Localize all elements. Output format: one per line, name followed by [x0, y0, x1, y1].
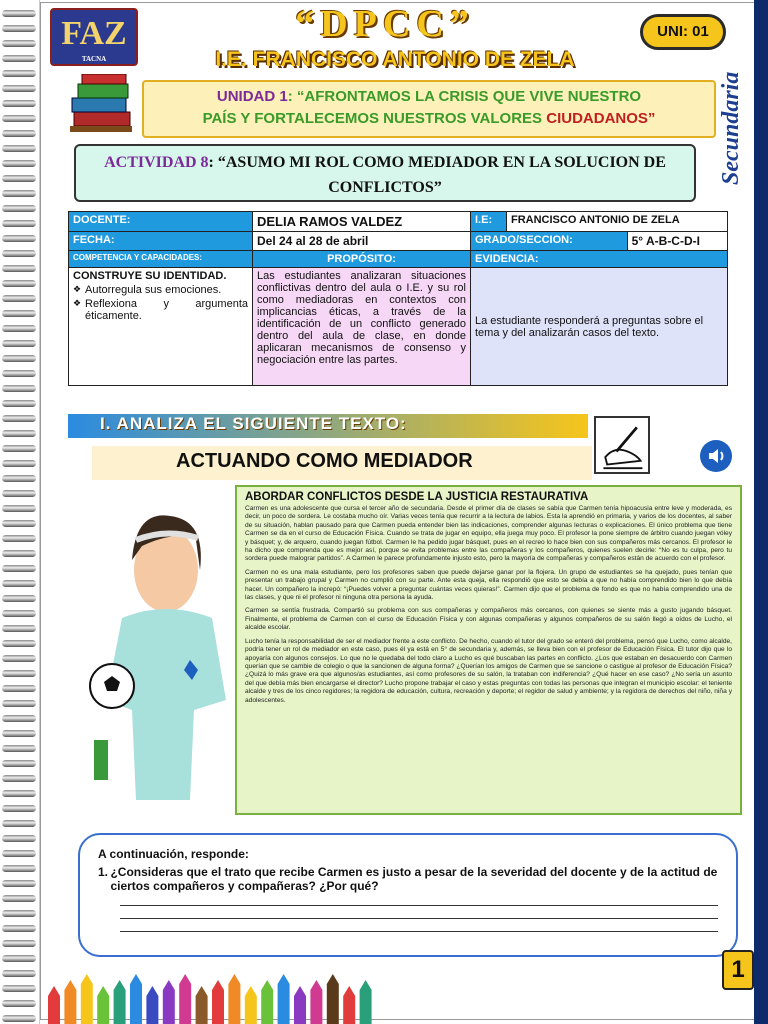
- proposito-label: PROPÓSITO:: [253, 251, 471, 268]
- spiral-ring: [2, 760, 36, 767]
- spiral-ring: [2, 535, 36, 542]
- pencil: [310, 980, 322, 1024]
- ie-label: I.E:: [471, 212, 507, 232]
- spiral-ring: [2, 370, 36, 377]
- spiral-ring: [2, 835, 36, 842]
- ie-value: FRANCISCO ANTONIO DE ZELA: [507, 212, 728, 232]
- pencil: [48, 986, 60, 1024]
- spiral-ring: [2, 220, 36, 227]
- speaker-icon[interactable]: [700, 440, 732, 472]
- spiral-binding: [0, 0, 40, 1024]
- question-text: ¿Consideras que el trato que recibe Carmen es justo a pesar de la severidad del docente y de la actitud de ciertos compañeros y compañeras? ¿Por qué?: [110, 865, 718, 893]
- pencil: [228, 974, 240, 1024]
- spiral-ring: [2, 505, 36, 512]
- spiral-ring: [2, 865, 36, 872]
- spiral-ring: [2, 520, 36, 527]
- pencil: [245, 986, 257, 1024]
- spiral-ring: [2, 790, 36, 797]
- spiral-ring: [2, 55, 36, 62]
- proposito-text: Las estudiantes analizaran situaciones conflictivas dentro del aula o I.E. y su rol como mediadoras en contextos con implicancias éticas, a través de la identificación de un conflicto generado dentro del aula de clase, en donde aplicaran mecanismos de consenso y negociación entre las partes.: [253, 268, 471, 386]
- spiral-ring: [2, 430, 36, 437]
- spiral-ring: [2, 925, 36, 932]
- spiral-ring: [2, 745, 36, 752]
- pencil: [163, 980, 175, 1024]
- competencia-cell: [69, 268, 253, 386]
- spiral-ring: [2, 895, 36, 902]
- spiral-ring: [2, 205, 36, 212]
- pencil: [360, 980, 372, 1024]
- school-name: I.E. FRANCISCO ANTONIO DE ZELA: [215, 48, 575, 71]
- spiral-ring: [2, 460, 36, 467]
- right-band: [754, 0, 768, 1024]
- spiral-ring: [2, 490, 36, 497]
- spiral-ring: [2, 670, 36, 677]
- spiral-ring: [2, 250, 36, 257]
- competencia-title: CONSTRUYE SU IDENTIDAD.: [73, 270, 227, 282]
- spiral-ring: [2, 385, 36, 392]
- spiral-ring: [2, 325, 36, 332]
- grado-value: 5° A-B-C-D-I: [627, 232, 727, 251]
- spiral-ring: [2, 940, 36, 947]
- spiral-ring: [2, 85, 36, 92]
- spiral-ring: [2, 415, 36, 422]
- evidencia-text: La estudiante responderá a preguntas sobre el tema y del analizarán casos del texto.: [471, 268, 728, 386]
- reading-paragraph: Carmen se sentía frustrada. Compartió su problema con sus compañeras y compañeros más cercanos, con quienes se siente más a gusto jugando básquet. Finalmente, el problema de Carmen con el curso de Educación Física y con algunas compañeras y algunos compañeros de su salón llegó a oídos de Lucho, el alcalde escolar.: [245, 607, 732, 632]
- pencil: [327, 974, 339, 1024]
- secundaria-label: [712, 60, 752, 190]
- capacidad-item: ❖ Autorregula sus emociones.: [73, 284, 248, 296]
- section-title: I. ANALIZA EL SIGUIENTE TEXTO:: [100, 414, 407, 433]
- spiral-ring: [2, 10, 36, 17]
- pencil: [212, 980, 224, 1024]
- spiral-ring: [2, 265, 36, 272]
- pencil: [130, 974, 142, 1024]
- spiral-ring: [2, 475, 36, 482]
- spiral-ring: [2, 700, 36, 707]
- spiral-ring: [2, 310, 36, 317]
- pencil: [146, 986, 158, 1024]
- spiral-ring: [2, 1015, 36, 1022]
- spiral-ring: [2, 1000, 36, 1007]
- spiral-ring: [2, 580, 36, 587]
- colored-pencils-decoration: [44, 964, 376, 1024]
- spiral-ring: [2, 775, 36, 782]
- competencia-label: COMPETENCIA Y CAPACIDADES:: [69, 251, 253, 268]
- docente-value: DELIA RAMOS VALDEZ: [253, 212, 471, 232]
- spiral-ring: [2, 640, 36, 647]
- pencil: [343, 986, 355, 1024]
- spiral-ring: [2, 355, 36, 362]
- spiral-ring: [2, 625, 36, 632]
- activity-title: : “ASUMO MI ROL COMO MEDIADOR EN LA SOLUCION DE CONFLICTOS”: [208, 154, 666, 196]
- pencil: [196, 986, 208, 1024]
- spiral-ring: [2, 100, 36, 107]
- docente-label: DOCENTE:: [69, 212, 253, 232]
- pencil: [64, 980, 76, 1024]
- grado-label: GRADO/SECCION:: [471, 232, 628, 251]
- spiral-ring: [2, 970, 36, 977]
- unit-label: UNIDAD 1: [216, 88, 288, 105]
- spiral-ring: [2, 280, 36, 287]
- spiral-ring: [2, 25, 36, 32]
- answer-line[interactable]: [120, 918, 718, 919]
- spiral-ring: [2, 955, 36, 962]
- course-title: “DPCC”: [295, 3, 475, 45]
- spiral-ring: [2, 175, 36, 182]
- spiral-ring: [2, 70, 36, 77]
- spiral-ring: [2, 655, 36, 662]
- logo-subtext: TACNA: [81, 55, 107, 63]
- unit-title-1: : “AFRONTAMOS LA CRISIS QUE VIVE NUESTRO: [287, 88, 642, 105]
- unit-title-3: CIUDADANOS”: [546, 110, 656, 127]
- pencil: [114, 980, 126, 1024]
- questions-box: [78, 833, 738, 957]
- capacidad-item: ❖ Reflexiona y argumenta éticamente.: [73, 298, 248, 322]
- questions-intro: A continuación, responde:: [98, 847, 249, 861]
- secundaria-text: Secundaria: [718, 71, 744, 185]
- pencil: [81, 974, 93, 1024]
- question-item: [98, 865, 718, 893]
- spiral-ring: [2, 445, 36, 452]
- pencil: [294, 986, 306, 1024]
- spiral-ring: [2, 40, 36, 47]
- headline: ACTUANDO COMO MEDIADOR: [176, 450, 473, 472]
- spiral-ring: [2, 160, 36, 167]
- spiral-ring: [2, 850, 36, 857]
- evidencia-label: EVIDENCIA:: [471, 251, 728, 268]
- reading-paragraph: Carmen no es una mala estudiante, pero los profesores saben que puede dejarse ganar por la flojera. Un grupo de estudiantes se ha quejado, pues tenían que presentar un trabajo grupal y Carmen no cumplió con su parte. Ante esta queja, ella respondió que esto se debía a que no había comprendido bien lo que debía hacer. Un compañero la increpó: “¡Puedes volver a preguntar cuántas veces quieras!”. Carmen dijo que el problema de fondo es que no había comprendido una de las clases, y que ni el profesor ni ninguna otra persona la ayuda.: [245, 568, 732, 602]
- writing-hand-icon: [594, 416, 650, 474]
- spiral-ring: [2, 235, 36, 242]
- fecha-label: FECHA:: [69, 232, 253, 251]
- reading-box: [235, 485, 742, 815]
- spiral-ring: [2, 130, 36, 137]
- pencil: [97, 986, 109, 1024]
- page-number: 1: [722, 950, 754, 990]
- spiral-ring: [2, 145, 36, 152]
- spiral-ring: [2, 820, 36, 827]
- unit-title-2: PAÍS Y FORTALECEMOS NUESTROS VALORES: [202, 110, 543, 127]
- spiral-ring: [2, 340, 36, 347]
- pencil: [261, 980, 273, 1024]
- spiral-ring: [2, 115, 36, 122]
- spiral-ring: [2, 295, 36, 302]
- info-table: [68, 211, 728, 386]
- spiral-ring: [2, 880, 36, 887]
- spiral-ring: [2, 190, 36, 197]
- activity-banner: [74, 144, 696, 202]
- unit-banner: [142, 80, 716, 138]
- spiral-ring: [2, 595, 36, 602]
- activity-label: ACTIVIDAD 8: [104, 154, 209, 171]
- logo-text: FAZ: [61, 15, 127, 52]
- capacidades-list: [73, 284, 248, 322]
- question-number: 1.: [98, 865, 109, 879]
- spiral-ring: [2, 400, 36, 407]
- pencil: [278, 974, 290, 1024]
- girl-with-ball-illustration: [66, 500, 234, 810]
- reading-title: ABORDAR CONFLICTOS DESDE LA JUSTICIA RESTAURATIVA: [245, 491, 589, 503]
- fecha-value: Del 24 al 28 de abril: [253, 232, 471, 251]
- spiral-ring: [2, 565, 36, 572]
- answer-line[interactable]: [120, 931, 718, 932]
- spiral-ring: [2, 685, 36, 692]
- spiral-ring: [2, 805, 36, 812]
- spiral-ring: [2, 910, 36, 917]
- spiral-ring: [2, 610, 36, 617]
- spiral-ring: [2, 730, 36, 737]
- spiral-ring: [2, 985, 36, 992]
- unit-badge: UNI: 01: [640, 14, 726, 50]
- reading-paragraph: Lucho tenía la responsabilidad de ser el mediador frente a este conflicto. De hecho, cuando el tutor del grado se enteró del problema, pensó que Lucho, como alcalde, podría tener un rol de mediador en este caso, pues él ya está en 5° de secundaria y, además, se lleva bien con el profesor de Educación Física. El tutor dijo que lo apoyaría con algunos consejos. Lo que no le quedaba del todo claro a Lucho es qué buscaban las partes en conflicto. ¿Los que estaban en desacuerdo con Carmen querían que se cambie de colegio o que la sancionen de alguna forma? ¿Querían los amigos de Carmen que se sancione o castigue al profesor de Educación Física? ¿Quizá lo más grave era que algunos/as estudiantes, así como profesores de su salón, la trataban con indiferencia? ¿Qué hacer en ese caso? ¿No sería un asunto del que debía más bien encargarse el director? Lucho propone trabajar el caso y estas preguntas con todas las personas que integran el municipio escolar: el teniente alcalde y tres de los cinco regidores; la regidora de educación, cultura, recreación y deporte; el regidor de salud y ambiente; y la regidora de derechos del niño, niña y adolescentes.: [245, 637, 732, 704]
- spiral-ring: [2, 550, 36, 557]
- spiral-ring: [2, 715, 36, 722]
- reading-paragraph: Carmen es una adolescente que cursa el tercer año de secundaria. Desde el primer día de clases se sabía que Carmen tenía hipoacusia entre leve y moderada, es decir, un poco de sordera. Le costaba mucho oír. Varias veces tenía que recurrir a la lectura de labios. Esta la aprendió en primaria, y varios de los docentes, al saber de su situación, hablan pausado para que Carmen pueda entender bien las indicaciones, comprender algunas lecturas o explicaciones. El único problema que tiene Carmen se da en el curso de Educación Física. Cuando se trata de jugar en equipo, ella juega muy poco. El profesor la pone siempre de árbitro cuando juegan vóley y básquet; y, de arquero, cuando juegan fútbol. Carmen le ha pedido jugar básquet, pues en el recreo lo hace bien con sus compañeros más cercanos. El profesor le ha dicho que comprenda que es mejor así, porque se evita problemas entre las compañeras y los compañeros, quienes suelen decirle: “No es tu culpa, pero tu sordera puede malograr partidos”. A Carmen le parece profundamente injusto esto, pero la mayoría de compañeras y compañeros están de acuerdo con el profesor.: [245, 505, 732, 563]
- pencil: [179, 974, 191, 1024]
- answer-line[interactable]: [120, 905, 718, 906]
- books-icon: [68, 74, 138, 134]
- school-logo: [50, 8, 138, 66]
